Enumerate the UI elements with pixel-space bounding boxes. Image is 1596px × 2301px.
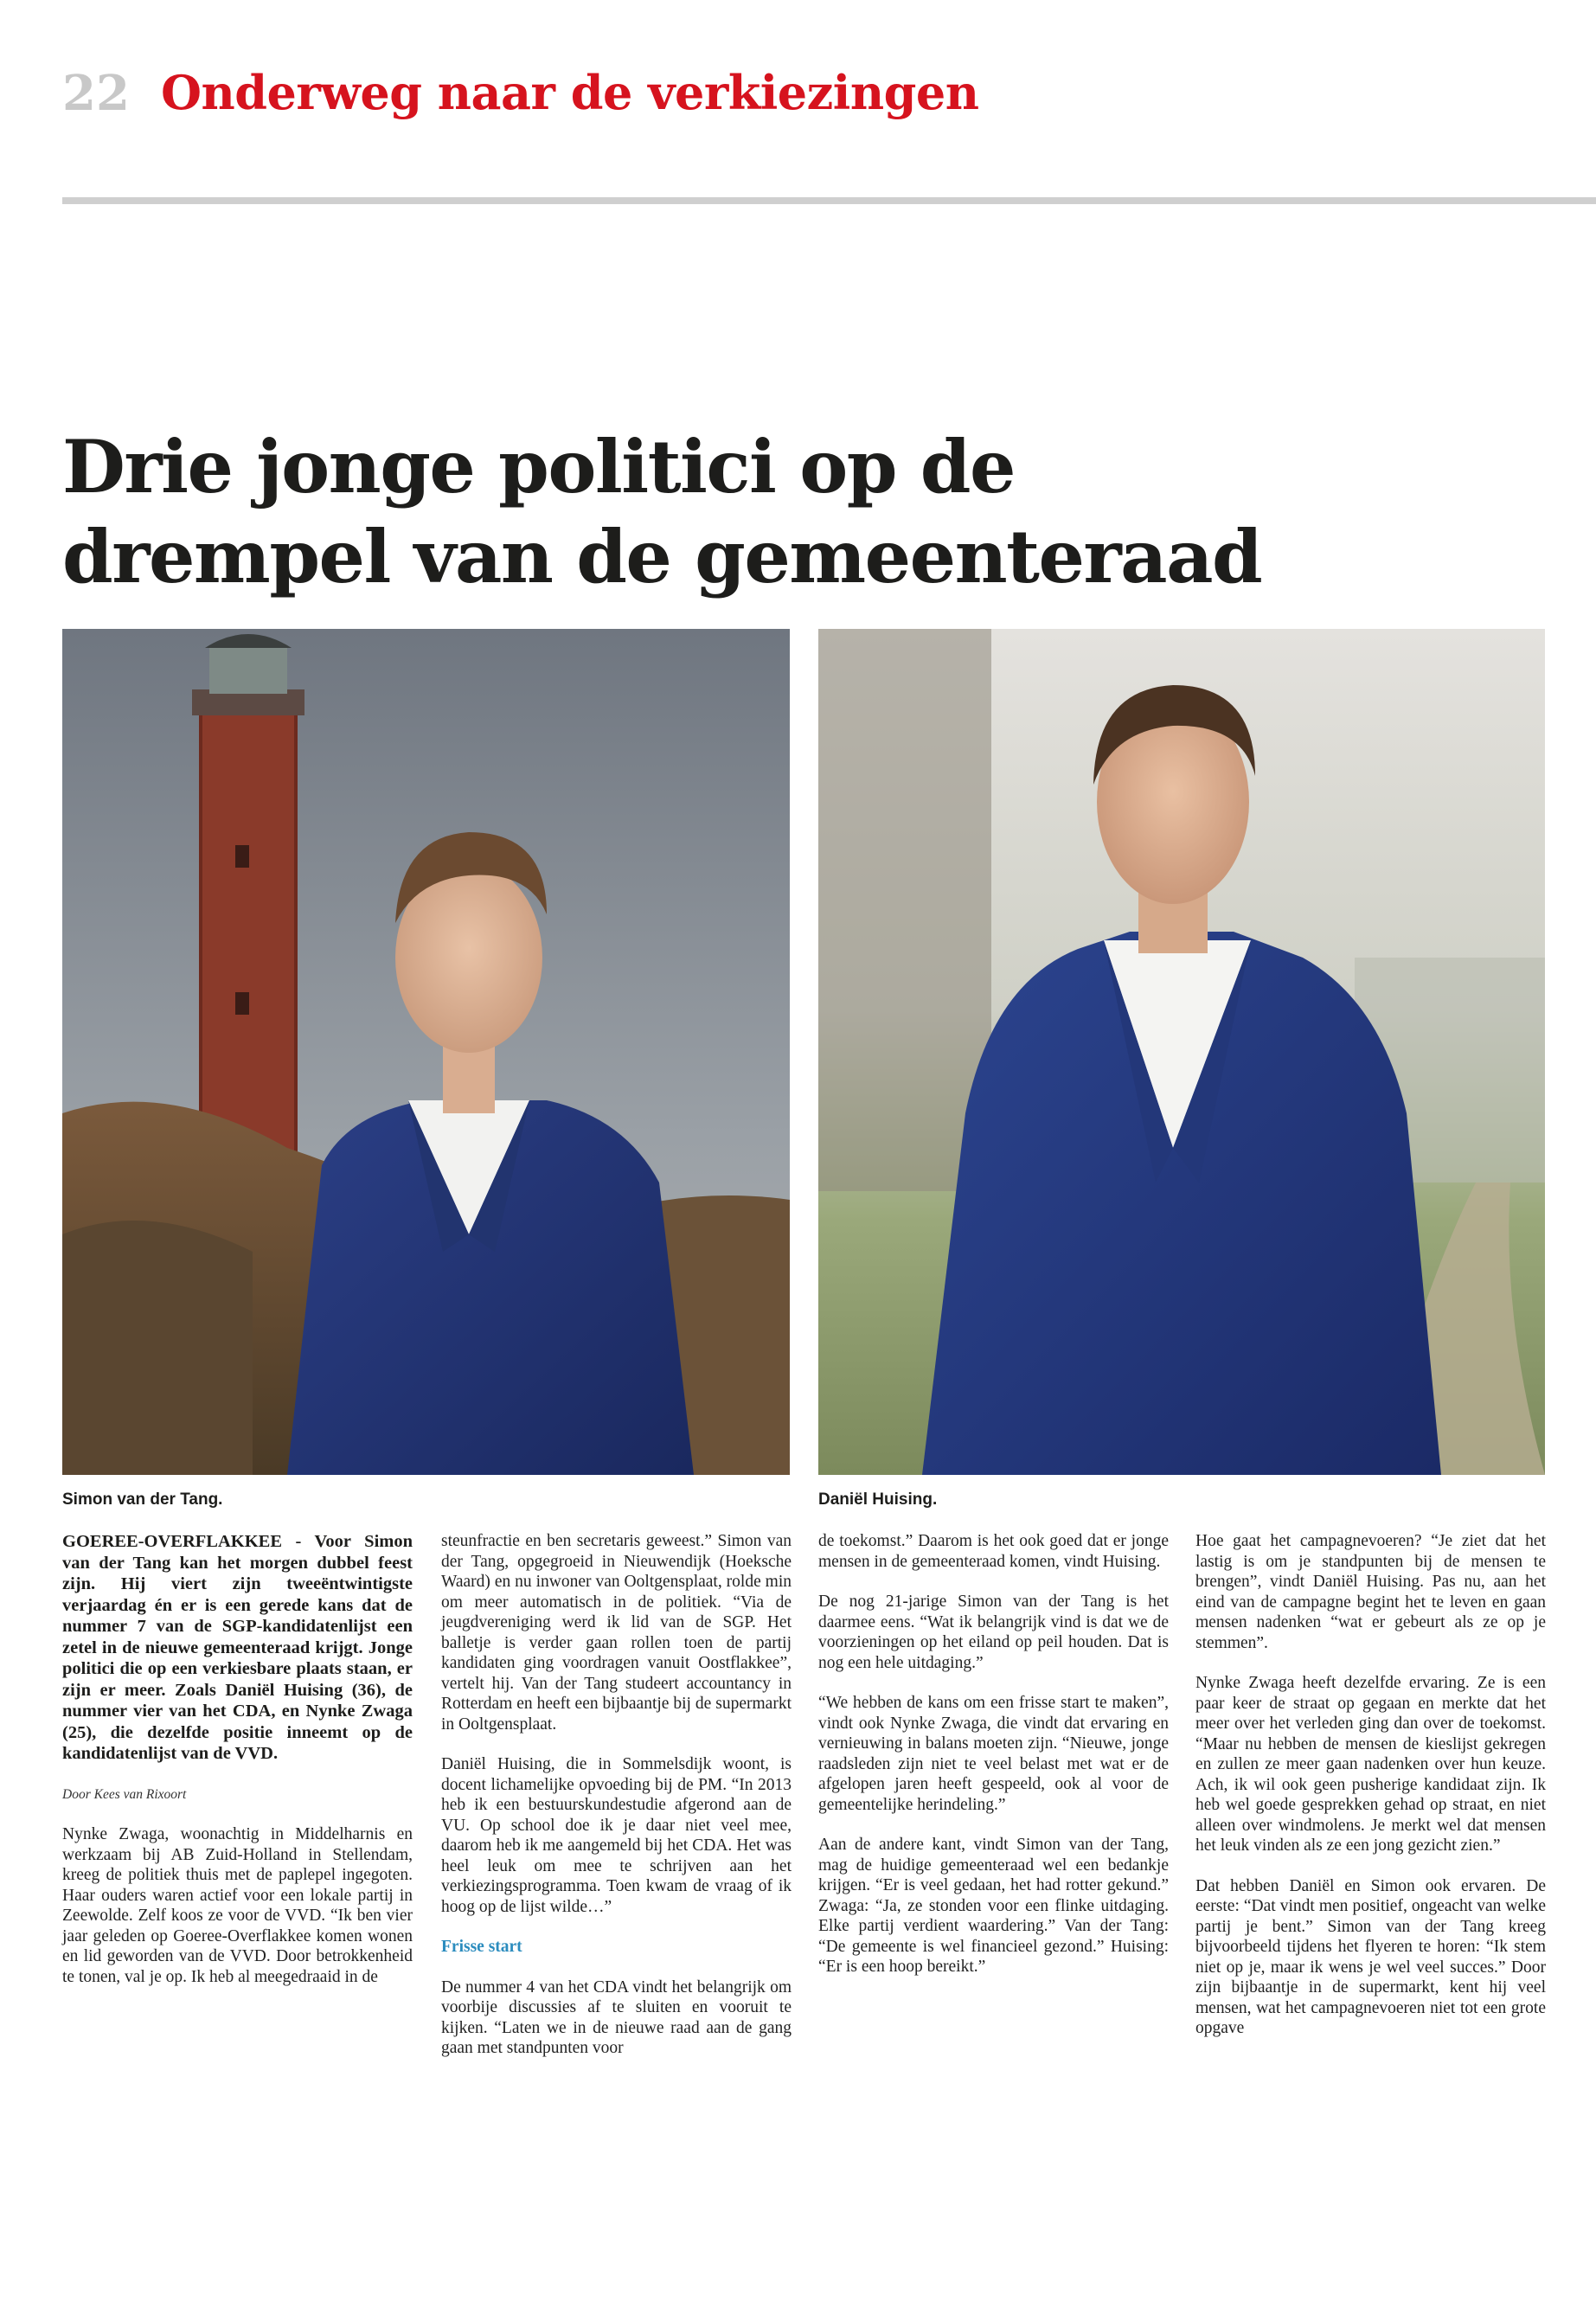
article-column-1 xyxy=(62,1531,413,2007)
article-paragraph: Nynke Zwaga, woonachtig in Middelharnis en werkzaam bij AB Zuid-Holland in Stellendam, kreeg de politiek thuis met de paplepel ingegoten. Haar ouders waren actief voor een lokale partij in Zeewolde. Zelf koos ze voor de VVD. “Ik ben vier jaar geleden op Goeree-Overflakkee komen wonen en lid geworden van de VVD. Door betrokkenheid te tonen, val je op. Ik heb al meegedraaid in de xyxy=(62,1825,413,1986)
photo-left-illustration xyxy=(62,629,790,1475)
article-paragraph: Aan de andere kant, vindt Simon van der Tang, mag de huidige gemeenteraad wel een bedankje krijgen. “Er is veel gedaan, het had rotter gekund.” Zwaga: “Ja, ze stonden voor een flinke uitdaging. Elke partij verdient waardering.” Van der Tang: “De gemeente is wel financieel gezond.” Huising: “Er is een hoop bereikt.” xyxy=(818,1836,1169,1976)
article-headline xyxy=(62,422,1550,602)
article-subheading: Frisse start xyxy=(441,1938,522,1956)
article-paragraph: Nynke Zwaga heeft dezelfde ervaring. Ze is een paar keer de straat op gegaan en merkte dat het meer over het verleden ging dan over de toekomst. “Maar nu hebben de mensen de kieslijst gekregen en zullen ze meer gaan nadenken over hun keuze. Ach, ik wil ook geen pusherige kandidaat zijn. Ik heb wel goede gesprekken gehad op straat, en niet alleen over windmolens. Je merkt wel dat mensen het leuk vinden als ze een jong gezicht zien.” xyxy=(1195,1674,1546,1855)
photo-daniel-huising xyxy=(818,629,1545,1475)
article-column-2 xyxy=(441,1531,792,2079)
article-column-3 xyxy=(818,1531,1169,1997)
article-byline: Door Kees van Rixoort xyxy=(62,1786,187,1802)
article-paragraph: Hoe gaat het campagnevoeren? “Je ziet dat het lastig is om je standpunten bij de mensen te brengen”, vindt Daniël Huising. Pas nu, aan het eind van de campagne begint het te leven en gaan mensen nadenken “wat er gebeurt als ze op je stemmen”. xyxy=(1195,1532,1546,1652)
section-title: Onderweg naar de verkiezingen xyxy=(161,65,979,120)
article-paragraph: Daniël Huising, die in Sommelsdijk woont, is docent lichamelijke opvoeding bij de PM. “In 2013 heb ik een bestuurskundestudie afgerond aan de VU. Op school doe ik je daar niet veel mee, daarom heb ik me aangemeld bij het CDA. Het was heel leuk om mee te schrijven aan het verkiezingsprogramma. Toen kwam de vraag of ik hoog op de lijst wilde…” xyxy=(441,1755,792,1916)
article-paragraph: Dat hebben Daniël en Simon ook ervaren. De eerste: “Dat vindt men positief, ongeacht van welke partij je bent.” Simon van der Tang kreeg bijvoorbeeld tijdens het flyeren te horen: “Ik stem niet op je, maar ik wens je wel veel succes.” Door zijn bijbaantje in de supermarkt, kent hij veel mensen, wat het campagnevoeren niet tot een grote opgave xyxy=(1195,1876,1546,2037)
article-paragraph: “We hebben de kans om een frisse start te maken”, vindt ook Nynke Zwaga, die vindt dat ervaring en vernieuwing in balans moeten zijn. “Nieuwe, jonge raadsleden zijn niet te veel belast met wat er de afgelopen jaren heeft gespeeld, ook al voor de gemeentelijke herindeling.” xyxy=(818,1694,1169,1814)
page-number: 22 xyxy=(62,65,130,122)
photo-caption-right: Daniël Huising. xyxy=(818,1490,938,1509)
headline-line-2: drempel van de gemeenteraad xyxy=(62,514,1262,599)
article-paragraph: de toekomst.” Daarom is het ook goed dat er jonge mensen in de gemeenteraad komen, vindt Huising. xyxy=(818,1532,1169,1571)
article-paragraph: De nog 21-jarige Simon van der Tang is het daarmee eens. “Wat ik belangrijk vind is dat we de voorzieningen op het eiland op peil houden. Dat is nog een hele uitdaging.” xyxy=(818,1593,1169,1672)
headline-line-1: Drie jonge politici op de xyxy=(62,424,1015,510)
photo-right-illustration xyxy=(818,629,1545,1475)
article-column-4 xyxy=(1195,1531,1546,2039)
photo-simon-van-der-tang xyxy=(62,629,790,1475)
header-divider xyxy=(62,197,1596,204)
article-paragraph: De nummer 4 van het CDA vindt het belangrijk om voorbije discussies af te sluiten en vooruit te kijken. “Laten we in de nieuwe raad aan de gang gaan met standpunten voor xyxy=(441,1977,792,2057)
photo-caption-left: Simon van der Tang. xyxy=(62,1490,223,1509)
article-lead: GOEREE-OVERFLAKKEE - Voor Simon van der Tang kan het morgen dubbel feest zijn. Hij viert zijn tweeëntwintigste verjaardag én er is een gerede kans dat de nummer 7 van de SGP-kandidatenlijst een zetel in de nieuwe gemeenteraad krijgt. Jonge politici die op een verkiesbare plaats staan, er zijn er meer. Zoals Daniël Huising (36), de nummer vier van het CDA, en Nynke Zwaga (25), die dezelfde positie inneemt op de kandidatenlijst van de VVD. xyxy=(62,1532,413,1763)
article-paragraph: steunfractie en ben secretaris geweest.” Simon van der Tang, opgegroeid in Nieuwendijk (Hoeksche Waard) en nu inwoner van Ooltgensplaat, rolde min om meer automatisch in de politiek. “Via de jeugdvereniging werd ik lid van de SGP. Het balletje is verder gaan rollen toen de partij kandidaten ging voordragen vanuit Oostflakkee”, vertelt hij. Van der Tang studeert accountancy in Rotterdam en heeft een bijbaantje bij de supermarkt in Ooltgensplaat. xyxy=(441,1532,792,1734)
